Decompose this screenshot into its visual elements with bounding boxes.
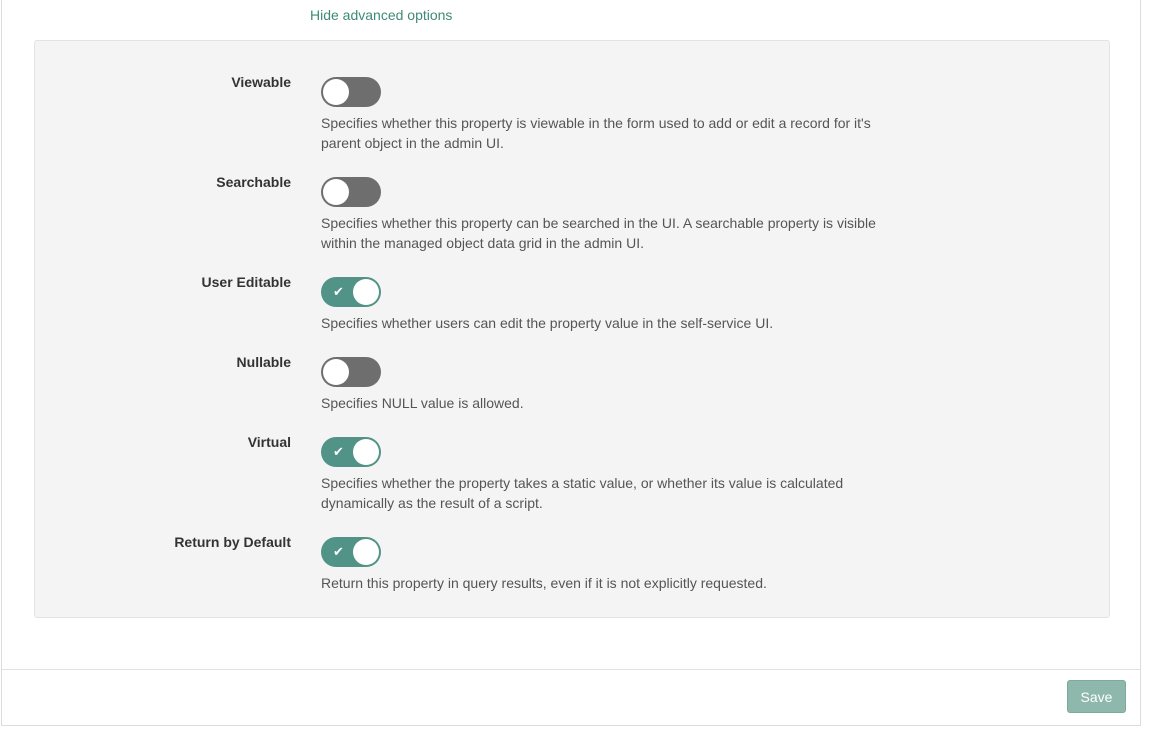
property-label: User Editable: [201, 274, 291, 290]
searchable-toggle[interactable]: [321, 177, 381, 207]
advanced-options-panel: [34, 40, 1110, 618]
property-description: Specifies whether this property is viewable in the form used to add or edit a record for it's parent object in the admin UI.: [321, 115, 871, 151]
viewable-toggle[interactable]: [321, 77, 381, 107]
check-icon: ✔: [333, 284, 344, 299]
return-by-default-toggle[interactable]: [321, 537, 381, 567]
toggle-knob: [353, 539, 379, 565]
toggle-knob: [353, 279, 379, 305]
toggle-knob: [353, 439, 379, 465]
property-label: Virtual: [247, 434, 291, 450]
check-icon: ✔: [333, 544, 344, 559]
save-button[interactable]: Save: [1067, 680, 1126, 713]
property-description: Specifies whether the property takes a static value, or whether its value is calculated dynamically as the result of a script.: [321, 475, 844, 511]
property-editor-card: [1, 0, 1141, 726]
property-label: Searchable: [216, 174, 291, 190]
check-icon: ✔: [333, 444, 344, 459]
toggle-knob: [323, 179, 349, 205]
hide-advanced-options-link[interactable]: Hide advanced options: [310, 7, 453, 23]
property-label: Nullable: [236, 354, 291, 370]
footer-divider: [2, 669, 1140, 670]
property-description: Specifies whether users can edit the property value in the self-service UI.: [321, 315, 774, 331]
property-description: Specifies NULL value is allowed.: [321, 395, 524, 411]
property-label: Viewable: [231, 74, 291, 90]
toggle-knob: [323, 359, 349, 385]
property-label: Return by Default: [174, 534, 291, 550]
toggle-knob: [323, 79, 349, 105]
property-description: Return this property in query results, even if it is not explicitly requested.: [321, 575, 767, 591]
property-description: Specifies whether this property can be searched in the UI. A searchable property is visible within the managed object data grid in the admin UI.: [321, 215, 876, 251]
nullable-toggle[interactable]: [321, 357, 381, 387]
user-editable-toggle[interactable]: [321, 277, 381, 307]
virtual-toggle[interactable]: [321, 437, 381, 467]
